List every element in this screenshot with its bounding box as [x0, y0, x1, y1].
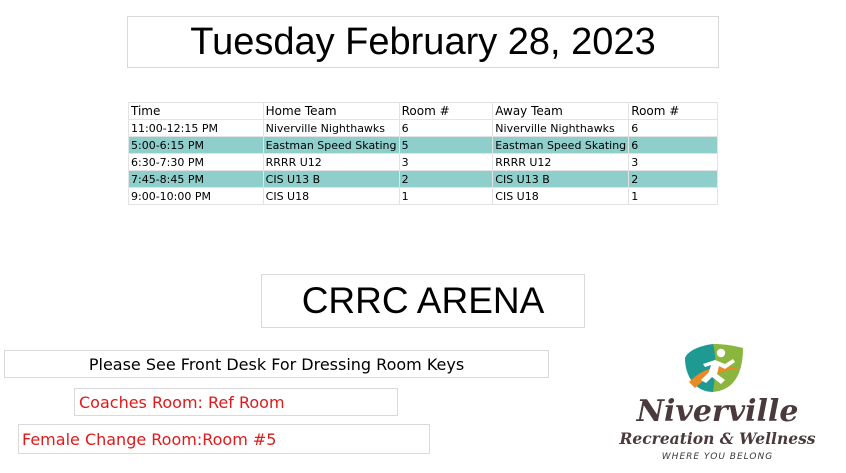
- arena-title-box: [261, 274, 585, 328]
- cell-away-team: Eastman Speed Skating: [493, 137, 629, 154]
- cell-home-team: CIS U13 B: [263, 171, 399, 188]
- logo-tagline: WHERE YOU BELONG: [661, 452, 774, 462]
- table-row: [129, 171, 718, 188]
- cell-away-room: 2: [629, 171, 718, 188]
- cell-home-team: CIS U18: [263, 188, 399, 205]
- cell-away-room: 3: [629, 154, 718, 171]
- cell-home-room: 6: [399, 120, 493, 137]
- cell-time: 9:00-10:00 PM: [129, 188, 264, 205]
- cell-home-room: 2: [399, 171, 493, 188]
- runner-leaf-icon: [683, 342, 745, 394]
- coaches-room-note: Coaches Room: Ref Room: [79, 392, 285, 412]
- cell-time: 5:00-6:15 PM: [129, 137, 264, 154]
- cell-time: 11:00-12:15 PM: [129, 120, 264, 137]
- arena-title: CRRC ARENA: [301, 280, 545, 321]
- column-header-time: Time: [129, 103, 264, 120]
- cell-home-team: Niverville Nighthawks: [263, 120, 399, 137]
- column-header-away-room: Room #: [629, 103, 718, 120]
- table-row: [129, 137, 718, 154]
- keys-note-box: [4, 350, 549, 378]
- cell-time: 6:30-7:30 PM: [129, 154, 264, 171]
- keys-note: Please See Front Desk For Dressing Room Keys: [88, 354, 465, 374]
- table-row: [129, 188, 718, 205]
- niverville-logo: [600, 342, 835, 470]
- female-change-room-note: Female Change Room:Room #5: [22, 429, 277, 449]
- column-header-home-team: Home Team: [263, 103, 399, 120]
- table-row: [129, 154, 718, 171]
- cell-away-team: CIS U18: [493, 188, 629, 205]
- column-header-away-team: Away Team: [493, 103, 629, 120]
- logo-name: Niverville: [636, 394, 799, 429]
- cell-home-room: 5: [399, 137, 493, 154]
- cell-away-team: CIS U13 B: [493, 171, 629, 188]
- cell-home-team: RRRR U12: [263, 154, 399, 171]
- cell-away-room: 6: [629, 137, 718, 154]
- column-header-home-room: Room #: [399, 103, 493, 120]
- cell-home-room: 3: [399, 154, 493, 171]
- female-change-room-box: [18, 424, 430, 454]
- cell-away-team: RRRR U12: [493, 154, 629, 171]
- table-header-row: [129, 103, 718, 120]
- schedule-table: [128, 102, 718, 205]
- cell-home-team: Eastman Speed Skating: [263, 137, 399, 154]
- cell-away-room: 1: [629, 188, 718, 205]
- page-title: Tuesday February 28, 2023: [190, 20, 656, 63]
- cell-away-room: 6: [629, 120, 718, 137]
- cell-home-room: 1: [399, 188, 493, 205]
- coaches-room-box: [74, 388, 398, 416]
- date-header-box: [127, 16, 719, 68]
- table-row: [129, 120, 718, 137]
- cell-time: 7:45-8:45 PM: [129, 171, 264, 188]
- cell-away-team: Niverville Nighthawks: [493, 120, 629, 137]
- logo-subtitle: Recreation & Wellness: [619, 429, 816, 448]
